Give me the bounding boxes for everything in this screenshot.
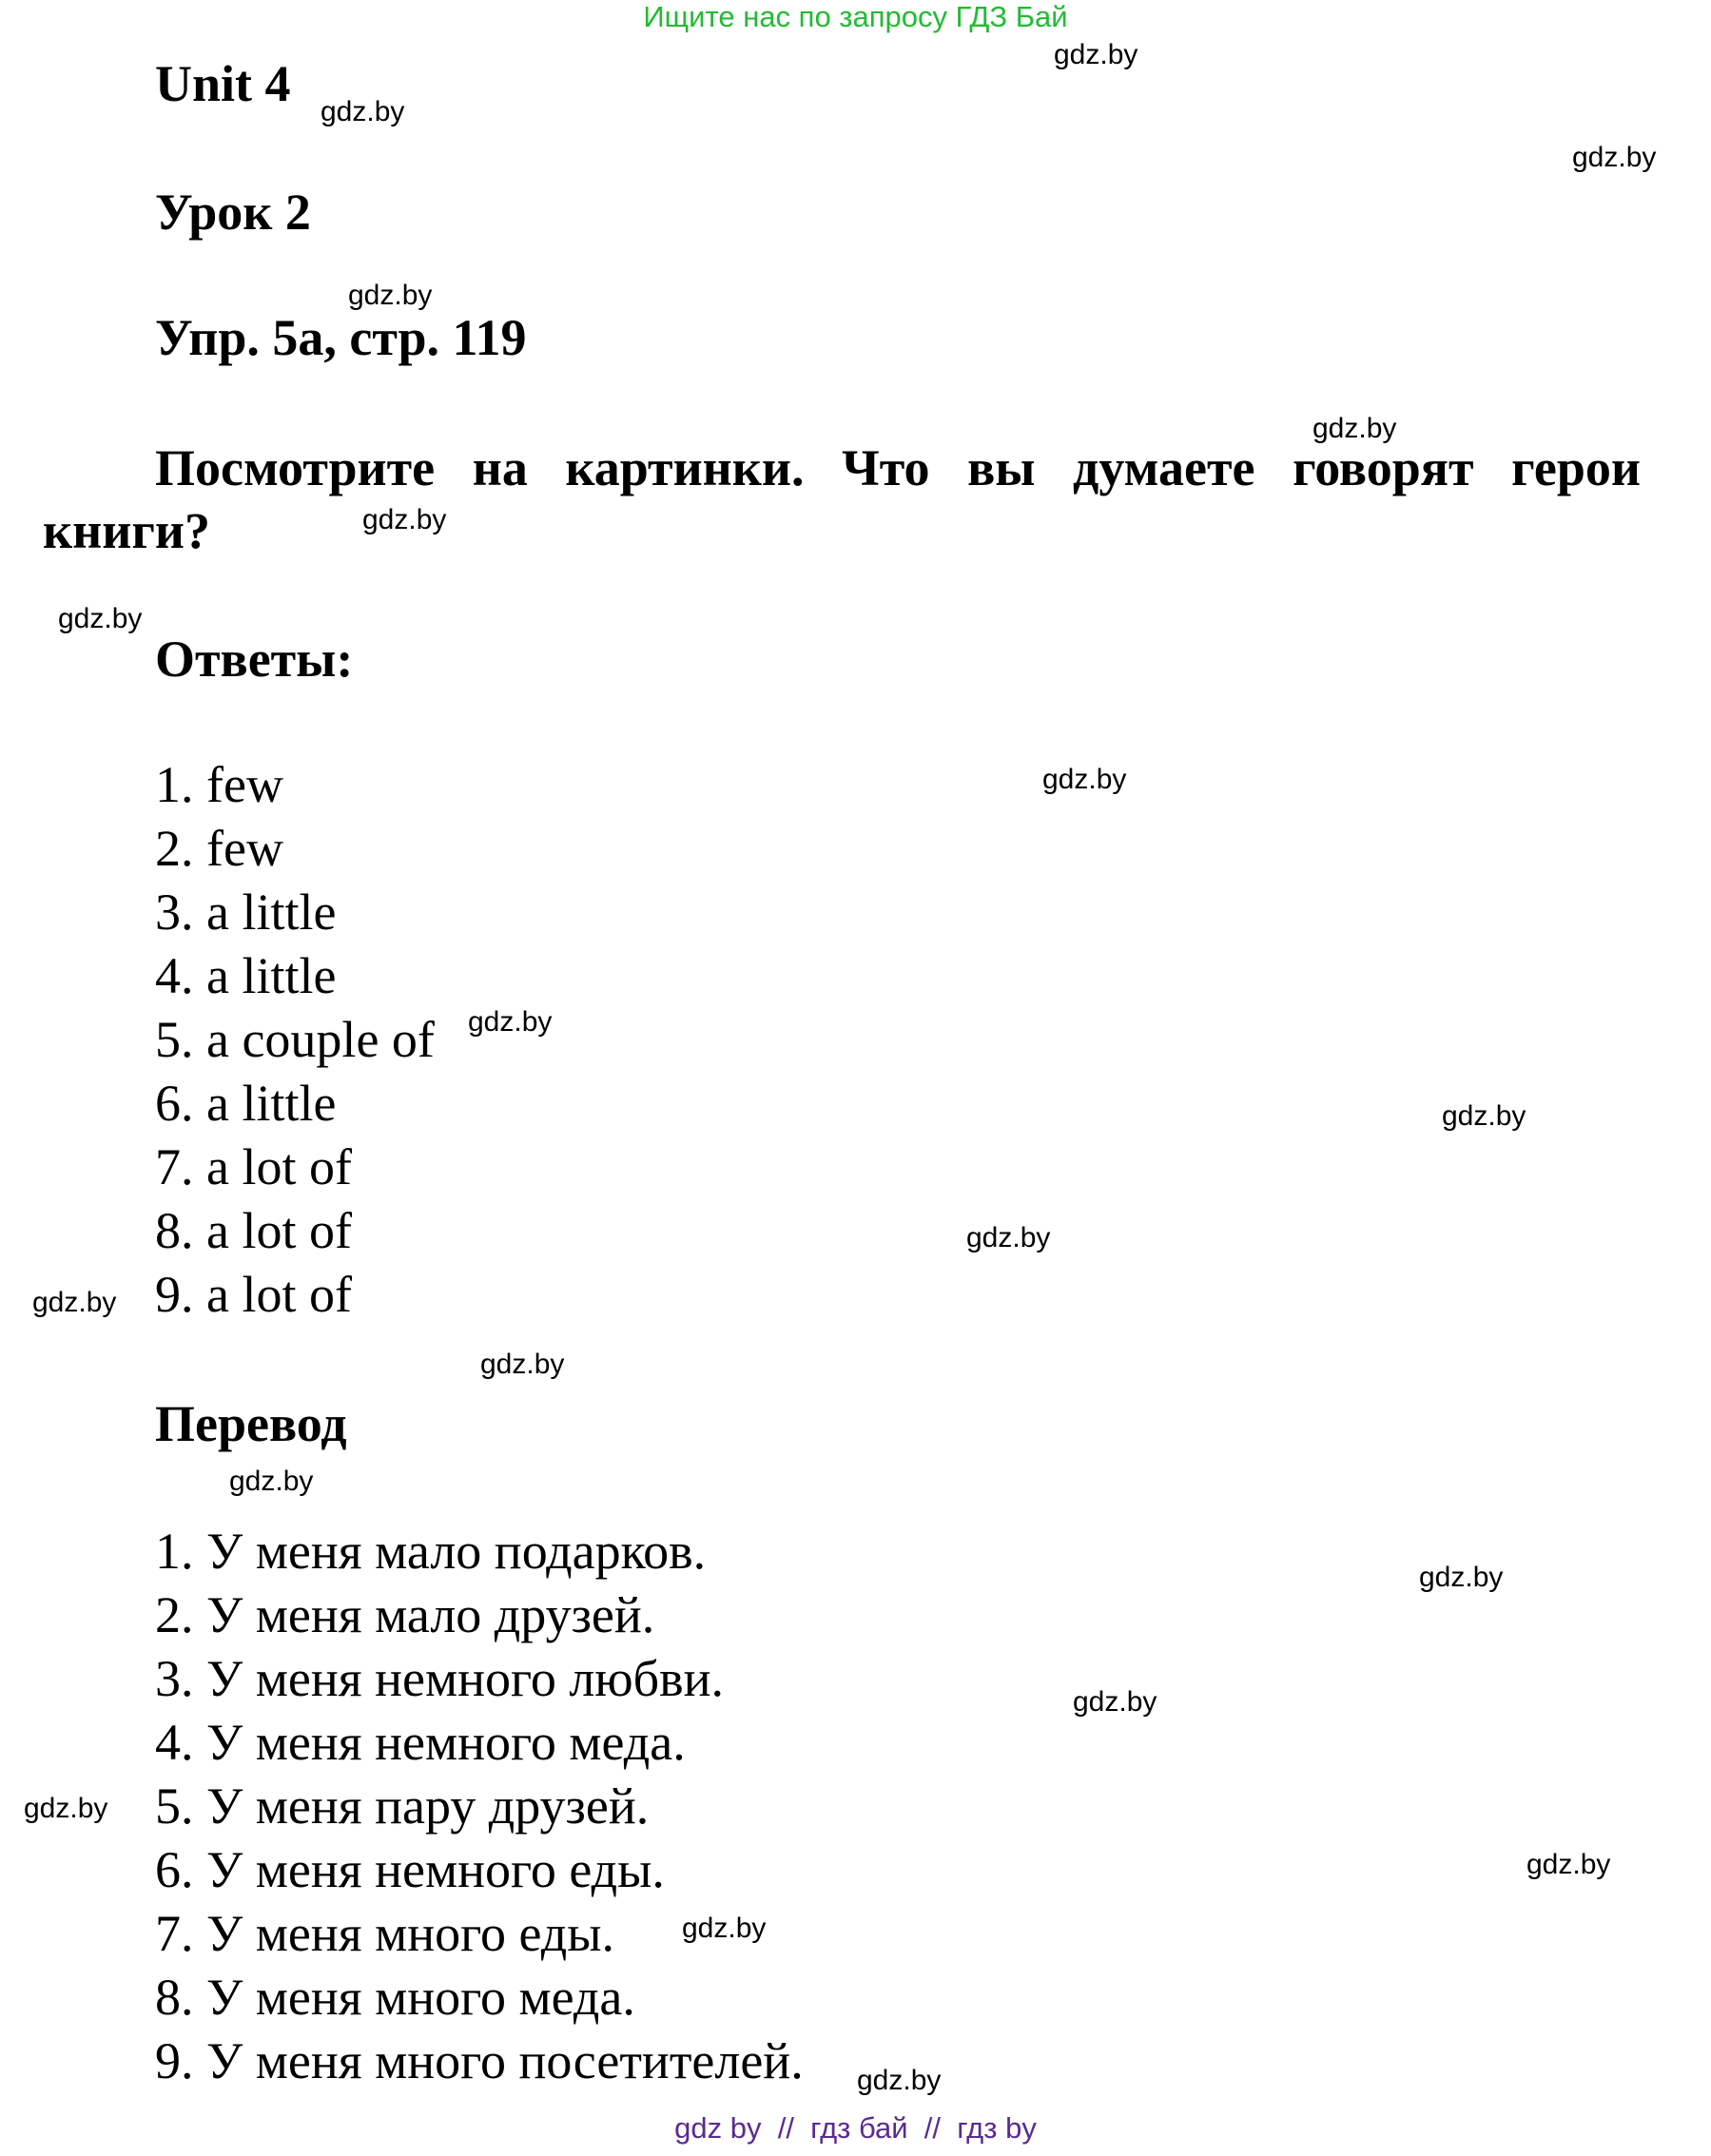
answer-item: 3. a little [155,884,337,941]
answer-item: 8. a lot of [155,1202,352,1259]
translation-item: 4. У меня немного меда. [155,1714,686,1771]
watermark: gdz.by [1572,142,1657,173]
watermark: gdz.by [362,504,447,535]
lesson-title: Урок 2 [155,184,311,241]
task-line-2: книги? [43,502,210,559]
answer-item: 2. few [155,820,283,877]
translation-item: 3. У меня немного любви. [155,1650,725,1707]
translation-item: 9. У меня много посетителей. [155,2032,804,2089]
translation-item: 1. У меня мало подарков. [155,1523,707,1580]
watermark: gdz.by [1442,1100,1526,1132]
watermark: gdz.by [1419,1562,1504,1593]
answer-item: 5. a couple of [155,1011,435,1068]
answer-item: 9. a lot of [155,1266,352,1323]
answers-list [155,753,435,1327]
translation-item: 6. У меня немного еды. [155,1841,665,1898]
translation-item: 2. У меня мало друзей. [155,1586,655,1643]
watermark: gdz.by [480,1349,565,1380]
translations-list [155,1520,804,2093]
watermark: gdz.by [58,603,143,634]
exercise-title: Упр. 5а, стр. 119 [155,309,527,366]
watermark: gdz.by [24,1793,108,1824]
answers-heading: Ответы: [155,631,354,688]
answer-item: 7. a lot of [155,1138,352,1195]
unit-title: Unit 4 [155,55,291,112]
watermark: gdz.by [966,1222,1051,1253]
answer-item: 4. a little [155,947,337,1004]
watermark: gdz.by [857,2065,942,2096]
watermark: gdz.by [468,1006,553,1038]
answer-item: 1. few [155,756,283,813]
translation-heading: Перевод [155,1395,347,1452]
translation-item: 8. У меня много меда. [155,1969,635,2026]
watermark: gdz.by [32,1287,117,1318]
watermark: gdz.by [1073,1686,1157,1718]
watermark: gdz.by [321,96,405,127]
footer: gdz by // гдз бай // гдз by [674,2111,1037,2145]
watermark: gdz.by [348,280,433,311]
translation-item: 5. У меня пару друзей. [155,1777,650,1835]
answer-item: 6. a little [155,1075,337,1132]
task-line-1: Посмотрите на картинки. Что вы думаете говорят герои [155,439,1641,496]
top-banner: Ищите нас по запросу ГДЗ Бай [643,0,1068,33]
watermark: gdz.by [1054,39,1138,70]
watermark: gdz.by [1312,413,1397,444]
watermark: gdz.by [229,1466,314,1497]
watermark: gdz.by [1042,764,1127,795]
translation-item: 7. У меня много еды. [155,1905,614,1962]
watermark: gdz.by [682,1913,767,1944]
watermark: gdz.by [1526,1849,1611,1880]
